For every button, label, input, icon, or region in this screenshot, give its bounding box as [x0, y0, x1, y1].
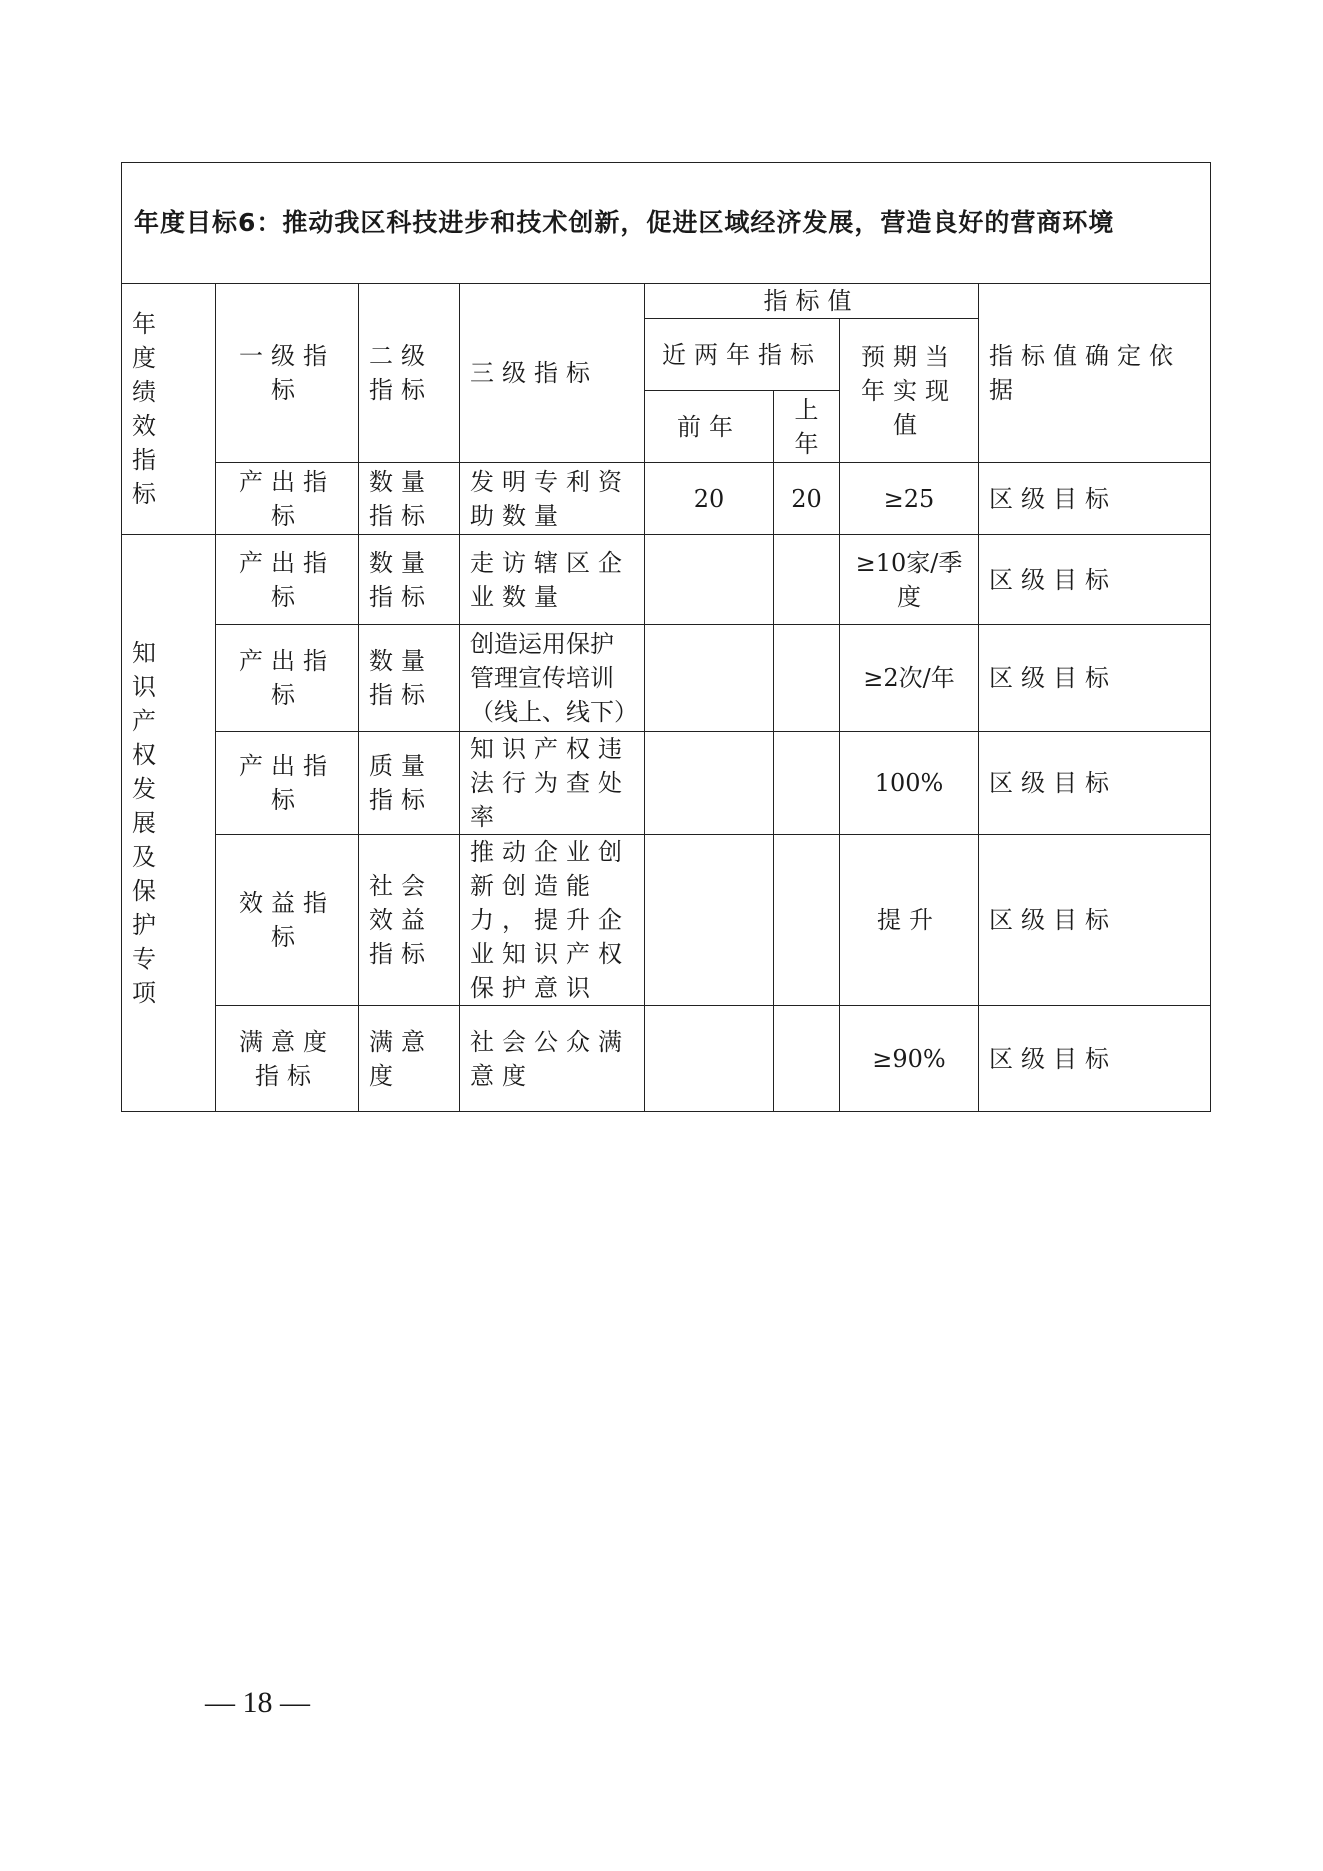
cell-level1: 产出指标: [216, 732, 359, 835]
header-recent-two-years: 近两年指标: [645, 319, 840, 391]
cell-expected: 100%: [840, 732, 979, 835]
cell-level3: 发明专利资助数量: [460, 463, 645, 535]
cell-level3: 推动企业创新创造能力，提升企业知识产权保护意识: [460, 835, 645, 1006]
header-row-1: [122, 284, 1211, 319]
header-indicator-value: 指标值: [645, 284, 979, 319]
cell-prev: [645, 625, 774, 732]
cell-level2: 社会效益指标: [359, 835, 460, 1006]
table-row: [122, 1006, 1211, 1112]
cell-expected: 提升: [840, 835, 979, 1006]
cell-basis: 区级目标: [979, 835, 1211, 1006]
performance-table: [121, 162, 1211, 1112]
header-expected: 预期当年实现值: [840, 319, 979, 463]
table-row: [122, 463, 1211, 535]
cell-level1: 产出指标: [216, 535, 359, 625]
cell-basis: 区级目标: [979, 625, 1211, 732]
table-row: [122, 535, 1211, 625]
cell-level1: 产出指标: [216, 463, 359, 535]
cell-basis: 区级目标: [979, 535, 1211, 625]
annual-goal-title: 年度目标6：推动我区科技进步和技术创新，促进区域经济发展，营造良好的营商环境: [122, 163, 1211, 284]
cell-expected: ≥90%: [840, 1006, 979, 1112]
project-name-cell: 知识产权发展及保护专项: [122, 535, 216, 1112]
cell-basis: 区级目标: [979, 732, 1211, 835]
header-annual-performance: 年度绩效指标: [122, 284, 216, 535]
cell-level2: 满意度: [359, 1006, 460, 1112]
cell-level3: 走访辖区企业数量: [460, 535, 645, 625]
table-row: [122, 835, 1211, 1006]
cell-expected: ≥25: [840, 463, 979, 535]
cell-prev: [645, 535, 774, 625]
header-last-year: 上年: [774, 391, 840, 463]
cell-last: [774, 535, 840, 625]
cell-level2: 数量指标: [359, 625, 460, 732]
header-basis: 指标值确定依据: [979, 284, 1211, 463]
cell-last: [774, 835, 840, 1006]
table-row: [122, 625, 1211, 732]
cell-level1: 满意度指标: [216, 1006, 359, 1112]
cell-level1: 产出指标: [216, 625, 359, 732]
cell-prev: [645, 1006, 774, 1112]
cell-prev: [645, 835, 774, 1006]
cell-last: [774, 732, 840, 835]
cell-level2: 质量指标: [359, 732, 460, 835]
title-row: [122, 163, 1211, 284]
cell-prev: [645, 732, 774, 835]
cell-last: [774, 1006, 840, 1112]
header-level1: 一级指标: [216, 284, 359, 463]
cell-level2: 数量指标: [359, 463, 460, 535]
cell-basis: 区级目标: [979, 463, 1211, 535]
cell-basis: 区级目标: [979, 1006, 1211, 1112]
header-year-before-last: 前年: [645, 391, 774, 463]
cell-expected: ≥10家/季度: [840, 535, 979, 625]
cell-level3: 创造运用保护管理宣传培训（线上、线下）: [460, 625, 645, 732]
cell-last: [774, 625, 840, 732]
table-row: [122, 732, 1211, 835]
cell-level2: 数量指标: [359, 535, 460, 625]
cell-expected: ≥2次/年: [840, 625, 979, 732]
cell-prev: 20: [645, 463, 774, 535]
cell-level1: 效益指标: [216, 835, 359, 1006]
page-number: — 18 —: [205, 1686, 310, 1719]
header-level3: 三级指标: [460, 284, 645, 463]
cell-level3: 社会公众满意度: [460, 1006, 645, 1112]
cell-last: 20: [774, 463, 840, 535]
header-level2: 二级指标: [359, 284, 460, 463]
cell-level3: 知识产权违法行为查处率: [460, 732, 645, 835]
